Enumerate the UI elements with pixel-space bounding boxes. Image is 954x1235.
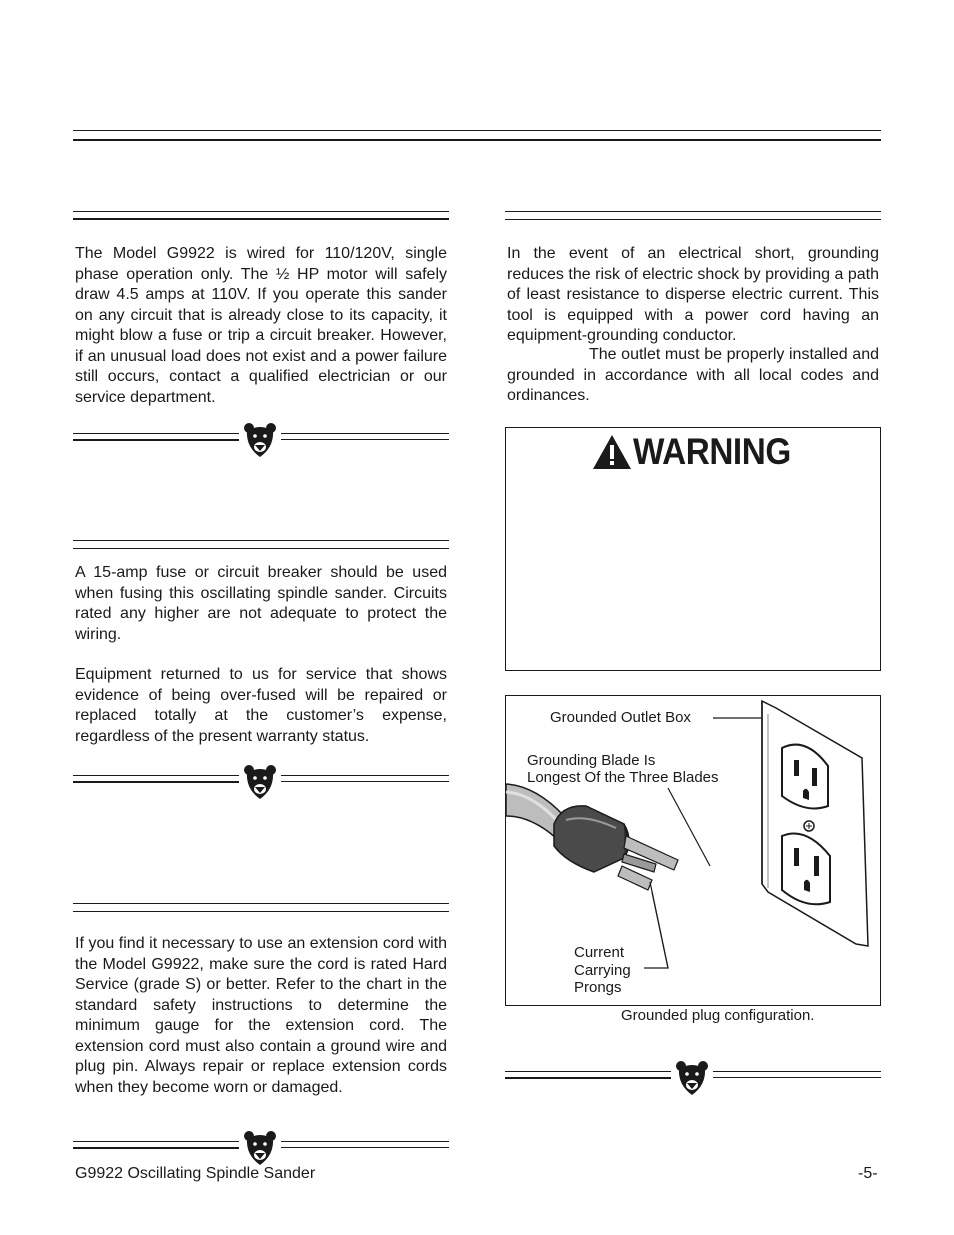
grounding-blade-label-line2: Longest Of the Three Blades — [527, 769, 719, 786]
section-rule-grounding-thick — [505, 219, 881, 220]
bear-separator — [73, 771, 449, 799]
section-rule-grounding — [505, 211, 881, 212]
warning-box — [505, 427, 881, 671]
fuse-paragraph: A 15-amp fuse or circuit breaker should be used when fusing this oscillating spindle sander. Circuits rated any higher are not adequate to protect the wiring. — [75, 564, 447, 643]
grounding-paragraph-2: The outlet must be properly installed and grounded in accordance with all local codes and ordinances. — [507, 346, 879, 404]
extension-paragraph: If you find it necessary to use an extension cord with the Model G9922, make sure the cord is rated Hard Service (grade S) or better. Refer to the chart in the standard safety instructions to determine the minimum gauge for the extension cord. The extension cord must also contain a ground wire and plug pin. Always repair or replace extension cords when they become worn or damaged. — [75, 935, 447, 1096]
intro-paragraph: The Model G9922 is wired for 110/120V, single phase operation only. The ½ HP motor will safely draw 4.5 amps at 110V. If you operate this sander on any circuit that is already close to its capacity, it might blow a fuse or trip a circuit breaker. However, if an unusual load does not exist and a power failure still occurs, contact a qualified electrician or our service department. — [75, 245, 447, 406]
outlet-box-label: Grounded Outlet Box — [550, 709, 691, 726]
bear-logo-icon — [243, 763, 277, 801]
section-rule-extension-thick — [73, 911, 449, 912]
bear-logo-icon — [243, 1129, 277, 1167]
section-rule-fuse-thick — [73, 548, 449, 549]
section-rule-fuse — [73, 540, 449, 541]
prongs-label-line2: Carrying — [574, 962, 631, 979]
header-rule-top — [73, 130, 881, 131]
header-rule-bottom — [73, 139, 881, 141]
footer-title: G9922 Oscillating Spindle Sander — [75, 1165, 316, 1182]
overfused-paragraph: Equipment returned to us for service that shows evidence of being over-fused will be repaired or replaced totally at the customer’s expense, regardless of the present warranty status. — [75, 666, 447, 745]
section-rule-extension — [73, 903, 449, 904]
section-rule-power-thick — [73, 218, 449, 220]
page-number: -5- — [858, 1165, 878, 1182]
bear-logo-icon — [243, 421, 277, 459]
prongs-label-line3: Prongs — [574, 979, 622, 996]
plug-outlet-illustration-icon — [506, 696, 880, 1005]
section-rule-power — [73, 211, 449, 212]
bear-separator — [73, 429, 449, 457]
bear-separator — [73, 1137, 449, 1165]
warning-title: WARNING — [633, 431, 791, 472]
grounding-blade-label-line1: Grounding Blade Is — [527, 752, 656, 769]
grounded-plug-figure — [505, 695, 881, 1006]
bear-separator — [505, 1067, 881, 1095]
warning-triangle-icon — [592, 434, 632, 470]
prongs-label-line1: Current — [574, 944, 625, 961]
figure-caption: Grounded plug configuration. — [621, 1007, 815, 1024]
grounding-paragraph-1: In the event of an electrical short, grounding reduces the risk of electric shock by providing a path of least resistance to disperse electric current. This tool is equipped with a power cord having an equipment-grounding conductor. — [507, 245, 879, 344]
bear-logo-icon — [675, 1059, 709, 1097]
